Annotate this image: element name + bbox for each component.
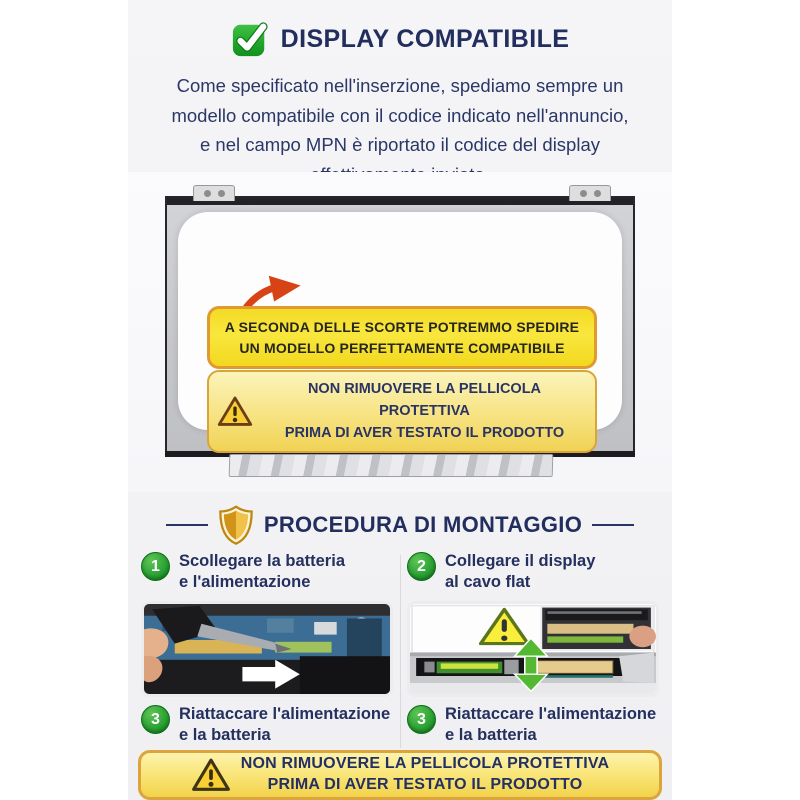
film-warning-label [207, 370, 597, 453]
step-3-right-text [445, 704, 656, 747]
shield-icon [218, 505, 254, 545]
step-1-badge: 1 [141, 552, 170, 581]
column-divider [400, 555, 401, 748]
warning-triangle-icon [191, 757, 231, 793]
battery-disconnect-illustration [144, 604, 390, 694]
intro-line-2: modello compatibile con il codice indicato nell'annuncio, [171, 104, 629, 126]
intro-line-1: Come specificato nell'inserzione, spediamo sempre un [176, 75, 624, 96]
step-3-left-line-1: Riattaccare l'alimentazione [179, 705, 391, 723]
check-icon [231, 20, 269, 58]
steps-column-right [407, 551, 659, 748]
procedure-title-row [128, 506, 672, 544]
procedure-section [128, 506, 672, 748]
step-2-line-1: Collegare il display [445, 552, 596, 570]
battery-disconnect-photo [141, 601, 393, 697]
step-3-left-line-2: e la batteria [179, 726, 271, 745]
panel-foil-strip [229, 454, 554, 477]
step-2 [407, 551, 659, 595]
step-1-text [179, 551, 345, 594]
stock-warning-line-2: UN MODELLO PERFETTAMENTE COMPATIBILE [239, 340, 565, 356]
footer-warning-banner [138, 750, 662, 800]
title-rule-right [592, 524, 634, 527]
step-2-text [445, 551, 595, 594]
procedure-title: PROCEDURA DI MONTAGGIO [263, 512, 583, 537]
film-warning-line-1: NON RIMUOVERE LA PELLICOLA PROTETTIVA [307, 381, 542, 419]
step-3-right-line-2: e la batteria [445, 726, 537, 745]
step-3-left-badge: 3 [141, 705, 170, 734]
lcd-panel [165, 196, 635, 456]
film-warning-line-2: PRIMA DI AVER TESTATO IL PRODOTTO [284, 424, 565, 441]
title-rule-left [166, 524, 208, 527]
step-1-line-2: e l'alimentazione [179, 573, 311, 592]
step-2-line-2: al cavo flat [445, 573, 531, 592]
step-3-right-line-1: Riattaccare l'alimentazione [445, 705, 657, 723]
step-2-badge: 2 [407, 552, 436, 581]
flat-cable-illustration [410, 604, 656, 694]
product-photo [128, 172, 672, 492]
step-1-line-1: Scollegare la batteria [179, 552, 345, 570]
steps-column-left [141, 551, 393, 748]
stock-warning-line-1: A SECONDA DELLE SCORTE POTREMMO SPEDIRE [224, 319, 580, 335]
intro-line-3: e nel campo MPN è riportato il codice del display [200, 134, 600, 156]
mount-bracket-left [193, 185, 235, 201]
page-title: DISPLAY COMPATIBILE [280, 24, 570, 53]
warning-triangle-icon [217, 395, 253, 428]
panel-top-strip [167, 198, 633, 205]
step-1 [141, 551, 393, 595]
step-3-left [141, 704, 393, 748]
content-column [128, 0, 672, 800]
flat-cable-connect-photo [407, 601, 659, 697]
step-3-right [407, 704, 659, 748]
film-warning-lines [262, 379, 587, 444]
step-3-right-badge: 3 [407, 705, 436, 734]
stock-warning-label [207, 306, 597, 369]
footer-warning-text [241, 754, 610, 796]
footer-warning-line-2: PRIMA DI AVER TESTATO IL PRODOTTO [267, 776, 583, 793]
header-section [128, 20, 672, 189]
header-row [128, 20, 672, 58]
footer-warning-line-1: NON RIMUOVERE LA PELLICOLA PROTETTIVA [240, 755, 610, 773]
steps-grid [128, 551, 672, 748]
mount-bracket-right [569, 185, 611, 201]
step-3-left-text [179, 704, 390, 747]
